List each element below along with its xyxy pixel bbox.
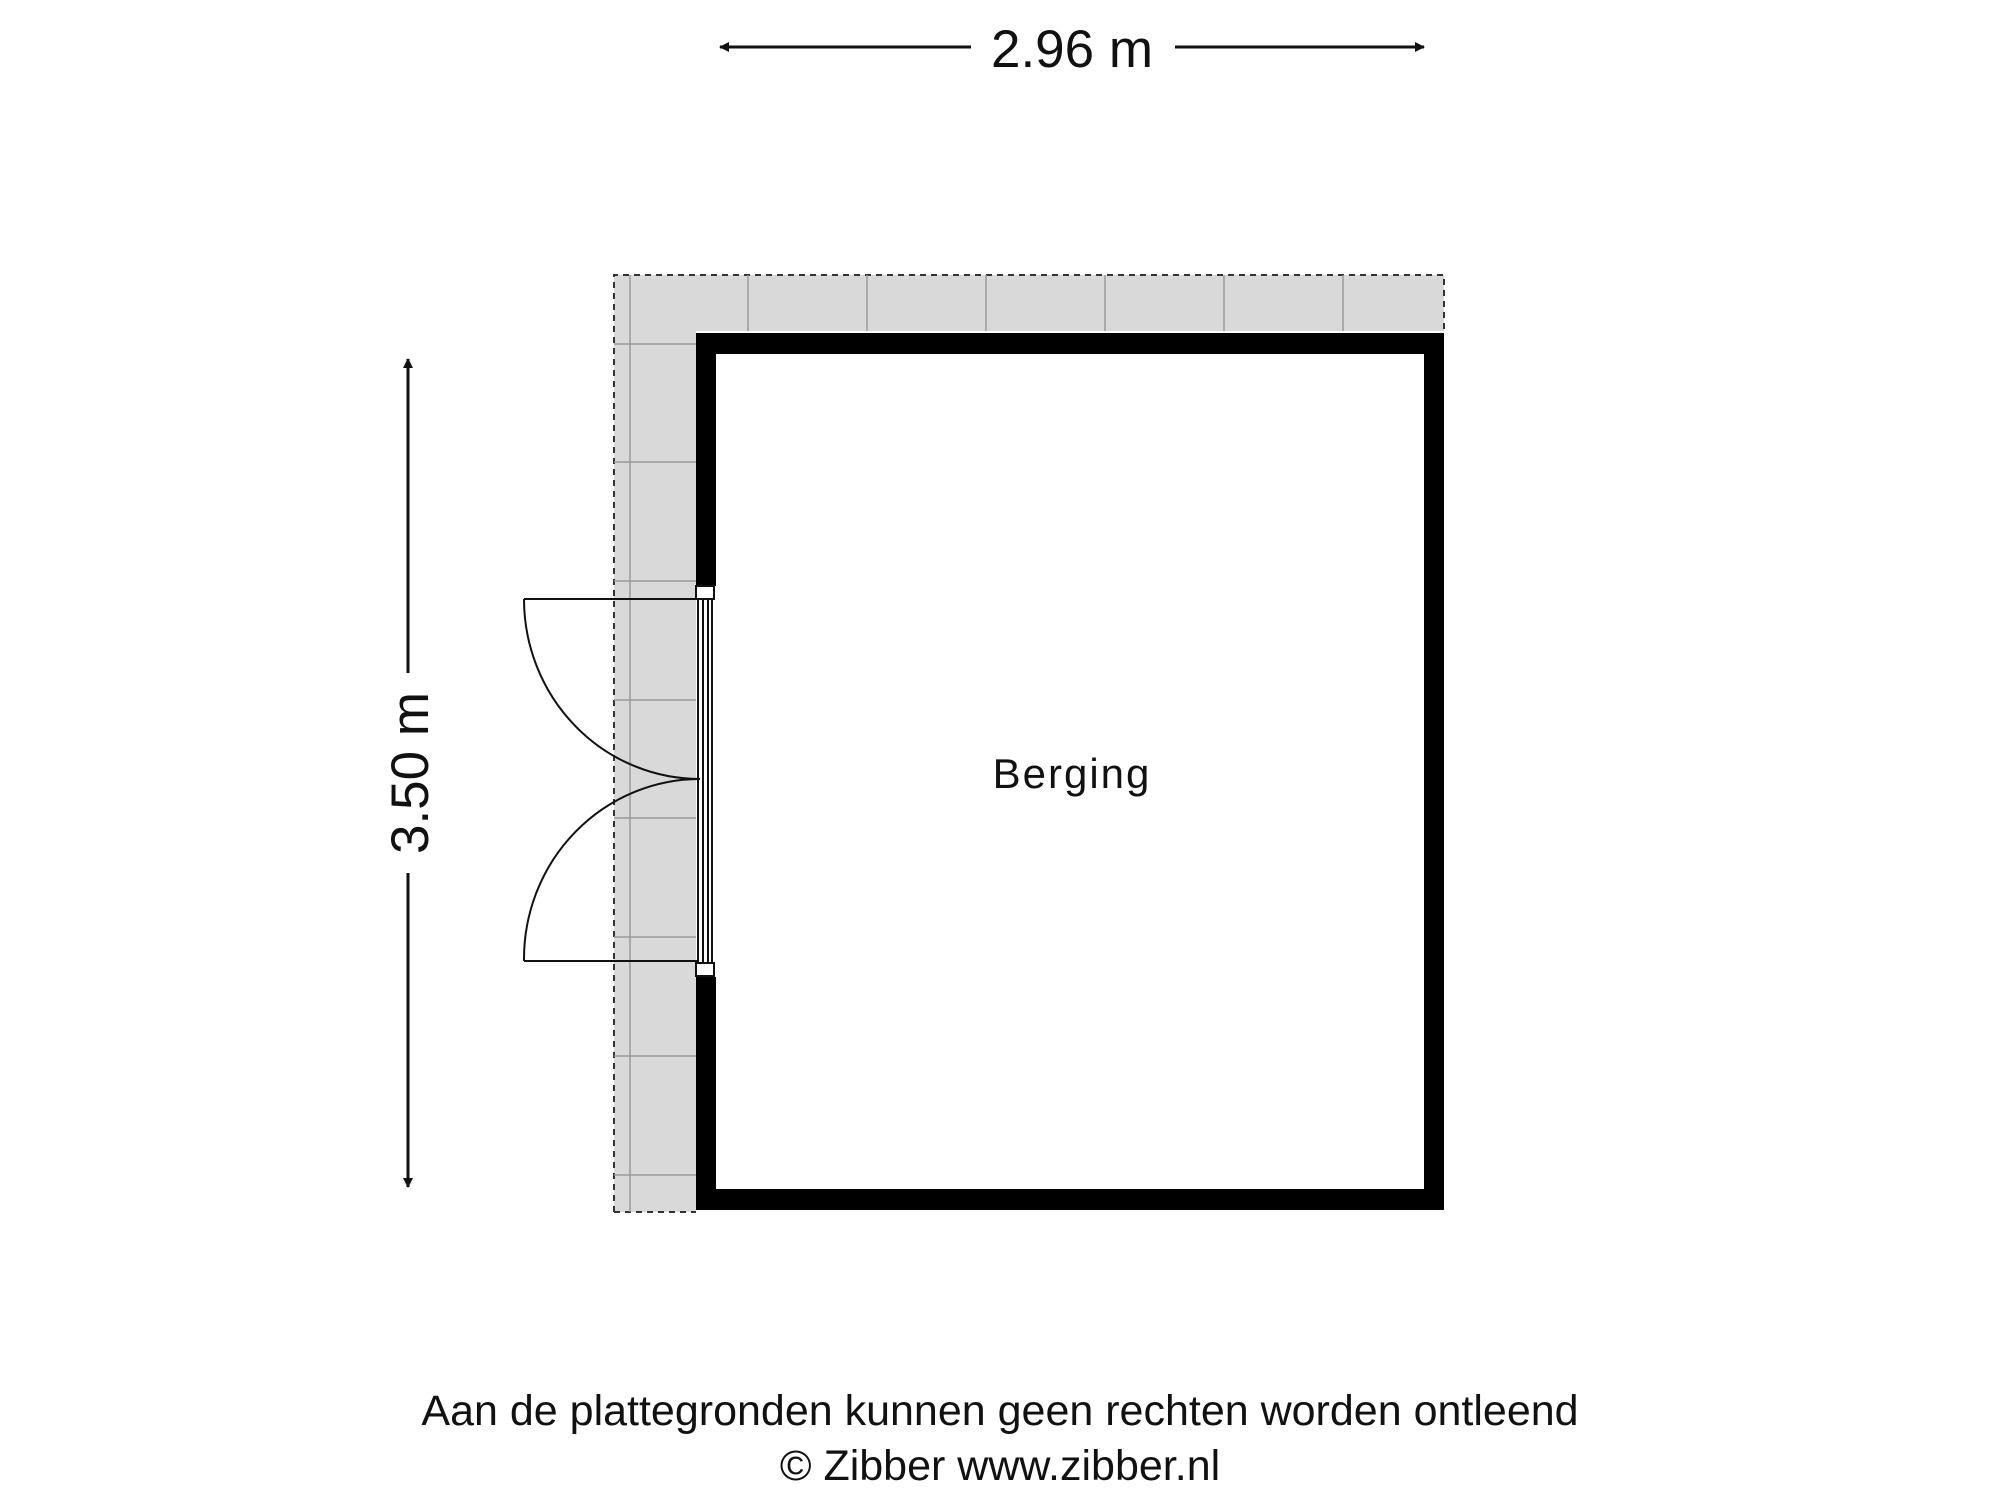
width-dimension-label: 2.96 m (990, 20, 1154, 79)
terrace-left-strip (614, 275, 696, 1212)
door-jamb-bottom (696, 963, 714, 976)
wall-right (1424, 333, 1444, 1210)
copyright-text: © Zibber www.zibber.nl (779, 1442, 1221, 1490)
wall-left-upper (696, 333, 716, 586)
door-frame (696, 586, 714, 976)
wall-left-lower (696, 977, 716, 1210)
wall-top (696, 333, 1444, 354)
wall-bottom (696, 1189, 1444, 1210)
disclaimer-text: Aan de plattegronden kunnen geen rechten worden ontleend (421, 1387, 1579, 1435)
terrace-top-strip (614, 275, 1444, 331)
height-dimension-label: 3.50 m (381, 691, 440, 855)
door-jamb-top (696, 586, 714, 599)
room-label: Berging (992, 750, 1152, 797)
